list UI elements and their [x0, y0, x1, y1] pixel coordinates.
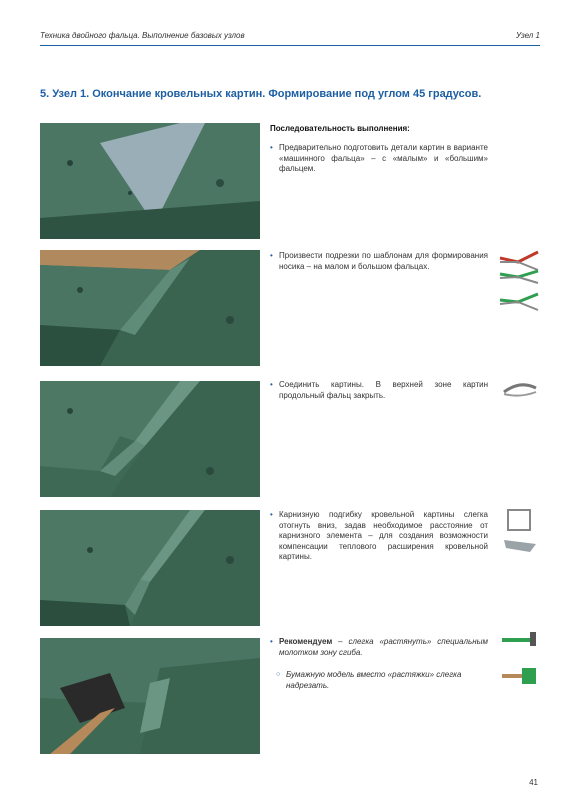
mallet-icon: [500, 664, 540, 688]
seaming-pliers-icon: [500, 378, 540, 400]
header-node-label: Узел 1: [515, 31, 540, 40]
sequence-heading: Последовательность выполнения:: [270, 124, 410, 133]
bullet-dot: •: [270, 380, 273, 389]
green-snips-icon: [498, 268, 540, 286]
step-4-label: Карнизную подгибку кровельной картины слегка отогнуть вниз, задав необходимое расстояние от карнизного элемента – для создания возможности компенсации теплового расширения кровельной картины.: [279, 510, 488, 561]
bullet-dot: •: [270, 637, 273, 646]
step-4-photo: [40, 510, 260, 626]
header-title: Техника двойного фальца. Выполнение базовых узлов: [40, 31, 245, 40]
step-4-text: [270, 510, 488, 563]
step-5-text: [270, 637, 488, 658]
step-5-sub-text: [270, 670, 488, 691]
bullet-dot: •: [270, 510, 273, 519]
step-2-label: Произвести подрезки по шаблонам для формирования носика – на малом и большом фальцах.: [279, 251, 488, 271]
step-3-label: Соединить картины. В верхней зоне картин продольный фальц закрыть.: [279, 380, 488, 400]
green-snips-2-icon: [498, 290, 540, 312]
step-5-label: [270, 637, 488, 658]
sub-step-label: Бумажную модель вместо «растяжки» слегка надрезать.: [286, 670, 462, 690]
step-3-text: [270, 380, 488, 401]
hammer-icon: [500, 630, 540, 650]
page-number: 41: [529, 778, 538, 787]
step-1-text: [270, 143, 488, 175]
bullet-dot: •: [270, 143, 273, 152]
running-header: [40, 29, 540, 46]
recommend-label: Рекомендуем: [279, 637, 333, 646]
step-3-photo: [40, 381, 260, 497]
step-5-photo: [40, 638, 260, 754]
bullet-dot: •: [270, 251, 273, 260]
step-2-photo: [40, 250, 260, 366]
recommend-text: слегка «растянуть» специальным молотком зону сгиба.: [279, 637, 488, 657]
dash-separator: –: [332, 637, 349, 646]
section-title: 5. Узел 1. Окончание кровельных картин. Формирование под углом 45 градусов.: [40, 88, 482, 100]
sub-bullet-circle: ○: [276, 671, 281, 678]
step-2-text: [270, 251, 488, 272]
seaming-tool-icon: [500, 508, 540, 560]
step-1-label: Предварительно подготовить детали картин в варианте «машинного фальца» – с «малым» и «большим» фальцем.: [279, 143, 488, 173]
step-1-photo: [40, 123, 260, 239]
